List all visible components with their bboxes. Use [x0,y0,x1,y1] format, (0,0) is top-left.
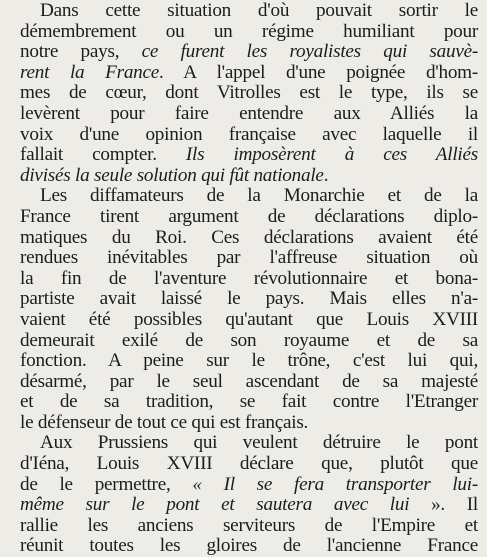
body-text: réunit toutes les gloires de l'ancienne France [20,535,478,557]
body-text: rallie les anciens serviteurs de l'Empire et [20,514,478,536]
body-text: levèrent pour faire entendre aux Alliés la [20,102,478,124]
text-line [20,289,478,310]
body-text: matiques du Roi. Ces déclarations avaient été [20,226,478,248]
body-text: fallait compter. [20,144,186,166]
text-line [20,145,478,166]
body-text: Les diffamateurs de la Monarchie et de la [40,185,478,207]
text-line [20,42,478,63]
body-text: mes de cœur, dont Vitrolles est le type, ils se [20,82,478,104]
text-line [20,433,478,454]
italic-text: Ils imposèrent à ces Alliés [185,144,478,166]
body-text: ». Il [409,494,478,516]
body-text: voix d'une opinion française avec laquelle il [20,123,478,145]
text-line [20,104,478,125]
body-text: . [323,164,329,186]
text-line [20,207,478,228]
body-text: . A l'appel d'une poignée d'hom- [159,61,479,83]
italic-text: « Il se fera transporter lui- [192,473,478,495]
body-text: de le permettre, [20,473,193,495]
text-line [20,372,478,393]
article-paragraph [20,433,478,557]
text-line [20,269,478,290]
text-line [20,516,478,537]
text-line [20,248,478,269]
text-line [20,166,478,187]
text-line [20,536,478,557]
text-line [20,331,478,352]
text-line [20,310,478,331]
body-text: désarmé, par le seul ascendant de sa majesté [20,370,478,392]
text-line [20,83,478,104]
body-text: Aux Prussiens qui veulent détruire le pont [40,432,478,454]
text-line [20,392,478,413]
text-line [20,186,478,207]
text-line [20,495,478,516]
body-text: et de sa tradition, se fait contre l'Etranger [20,391,478,413]
text-line [20,125,478,146]
article-paragraph [20,1,478,186]
italic-text: divisés la seule solution qui fût nationale [20,164,324,186]
body-text: partiste avait laissé le pays. Mais elles n'a- [20,288,478,310]
body-text: démembrement ou un régime humiliant pour [20,20,478,42]
italic-text: rent la France [20,61,160,83]
text-line [20,454,478,475]
body-text: vaient été possibles qu'autant que Louis XVIII [20,308,478,330]
text-line [20,413,478,434]
text-line [20,1,478,22]
text-line [20,475,478,496]
italic-text: ce furent les royalistes qui sauvè- [141,41,478,63]
text-line [20,351,478,372]
article-paragraph [20,186,478,433]
text-line [20,228,478,249]
body-text: demeurait exilé de son royaume et de sa [20,329,478,351]
text-column [20,1,478,557]
body-text: France tirent argument de déclarations diplo- [20,205,478,227]
body-text: Dans cette situation d'où pouvait sortir le [40,0,478,21]
italic-text: même sur le pont et sautera avec lui [20,494,410,516]
text-line [20,22,478,43]
body-text: d'Iéna, Louis XVIII déclare que, plutôt que [20,453,478,475]
body-text: le défenseur de tout ce qui est français. [20,411,309,433]
body-text: fonction. A peine sur le trône, c'est lui qui, [20,350,478,372]
body-text: la fin de l'aventure révolutionnaire et bona- [20,267,478,289]
body-text: rendues inévitables par l'affreuse situation où [20,247,478,269]
text-line [20,63,478,84]
body-text: notre pays, [20,41,142,63]
